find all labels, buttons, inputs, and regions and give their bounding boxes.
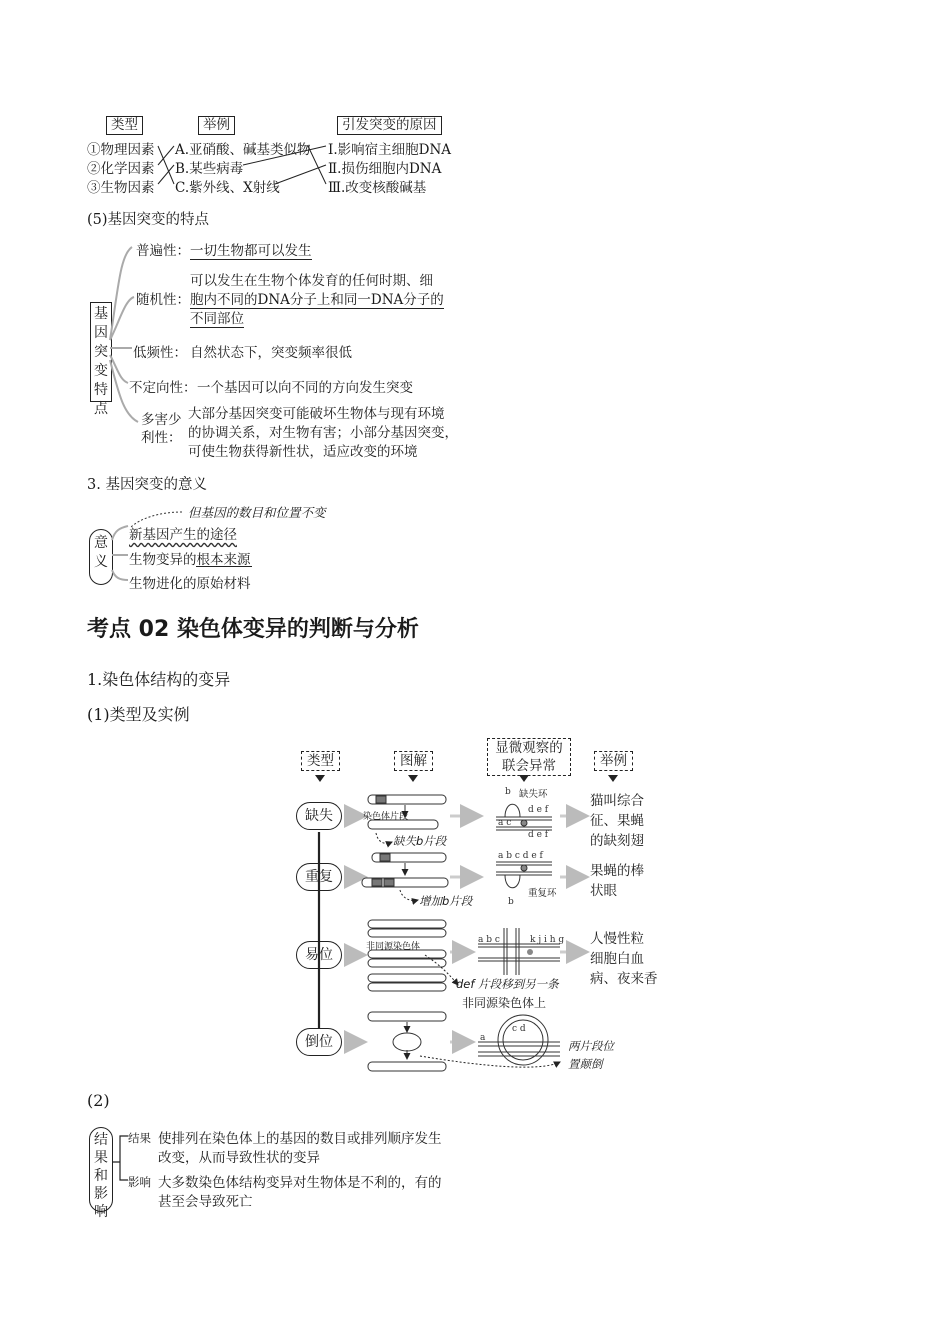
example-line: 人慢性粒: [590, 931, 644, 947]
example-line: 的缺刻翅: [590, 833, 644, 849]
subsection-heading: (1)类型及实例: [87, 705, 190, 724]
translocation-note: def 片段移到另一条: [456, 977, 559, 991]
factor-type: ①物理因素: [87, 142, 155, 158]
col-header-diagram: 图解: [394, 751, 433, 771]
result-text: 大多数染色体结构变异对生物体是不利的，有的: [158, 1175, 442, 1191]
example-line: 征、果蝇: [590, 813, 644, 829]
row-type-inversion: 倒位: [296, 1028, 342, 1056]
example-line: 果蝇的棒: [590, 863, 644, 879]
svg-text:a b c: a b c: [478, 935, 500, 945]
svg-text:d e f: d e f: [528, 805, 549, 815]
row-example-duplication: [590, 861, 644, 901]
feature-label: 普遍性：: [136, 243, 190, 259]
feature-text: 的协调关系，对生物有害；小部分基因突变，: [188, 425, 458, 441]
features-center-label: 基因突变特点: [90, 302, 112, 402]
result-text: 使排列在染色体上的基因的数目或排列顺序发生: [158, 1131, 442, 1147]
svg-text:k j i h g: k j i h g: [530, 935, 565, 945]
col-header-pairing-line: 显微观察的: [495, 740, 563, 756]
result-center-label: 结果和影响: [89, 1127, 113, 1212]
svg-text:b: b: [508, 897, 514, 907]
feature-label: 不定向性：: [129, 380, 197, 396]
result-label: 结果: [128, 1131, 151, 1145]
feature-label: 多害少: [141, 412, 182, 428]
factor-cause: Ⅰ.影响宿主细胞DNA: [328, 142, 452, 158]
result-heading: (2): [87, 1091, 110, 1110]
deletion-loop-label: 缺失环: [519, 789, 548, 800]
svg-text:c d: c d: [512, 1024, 526, 1034]
inversion-note: 两片段位: [568, 1039, 614, 1053]
duplication-note: 增加b片段: [419, 894, 473, 908]
svg-text:a c: a c: [498, 818, 512, 828]
feature-text: 一切生物都可以发生: [190, 239, 312, 260]
translocation-note: 非同源染色体上: [462, 996, 547, 1010]
features-heading: (5)基因突变的特点: [87, 212, 210, 228]
significance-item: 生物变异的根本来源: [129, 552, 251, 568]
feature-text: 胞内不同的DNA分子上和同一DNA分子的: [190, 288, 444, 309]
col-header-type: 类型: [301, 751, 340, 771]
subsection-heading: 1.染色体结构的变异: [87, 670, 231, 689]
deletion-note: 缺失b片段: [393, 834, 447, 848]
feature-label: 低频性：: [133, 345, 187, 361]
feature-text: 自然状态下，突变频率很低: [190, 345, 352, 361]
row-type-translocation: 易位: [296, 941, 342, 969]
factor-cause: Ⅲ.改变核酸碱基: [328, 180, 427, 196]
factors-header-type: 类型: [106, 116, 143, 135]
significance-item: 生物进化的原始材料: [129, 576, 251, 592]
feature-text: 可使生物获得新性状，适应改变的环境: [188, 444, 418, 460]
feature-text: 一个基因可以向不同的方向发生突变: [197, 380, 413, 396]
factors-header-example: 举例: [198, 116, 235, 135]
significance-note: 但基因的数目和位置不变: [188, 505, 326, 520]
feature-text: 大部分基因突变可能破坏生物体与现有环境: [188, 406, 445, 422]
col-header-example: 举例: [594, 751, 633, 771]
factor-example: B.某些病毒: [175, 161, 244, 177]
factor-example: A.亚硝酸、碱基类似物: [175, 142, 311, 158]
example-line: 病、夜来香: [590, 971, 658, 987]
factors-header-cause: 引发突变的原因: [337, 116, 442, 135]
duplication-loop-label: 重复环: [528, 888, 557, 899]
segment-label: 染色体片段: [363, 812, 409, 822]
svg-text:b: b: [505, 787, 511, 797]
example-line: 状眼: [590, 883, 617, 899]
example-line: 猫叫综合: [590, 793, 644, 809]
row-example-translocation: [590, 929, 658, 989]
translocation-label: 非同源染色体: [366, 942, 421, 952]
row-example-deletion: [590, 791, 644, 851]
feature-text: 可以发生在生物个体发育的任何时期、细: [190, 273, 433, 289]
inversion-note: 置颠倒: [568, 1057, 603, 1071]
result-text: 改变，从而导致性状的变异: [158, 1150, 320, 1166]
svg-text:a: a: [480, 1033, 486, 1043]
significance-center-label: 意义: [89, 529, 113, 585]
row-type-deletion: 缺失: [296, 802, 342, 830]
svg-text:a b c d e f: a b c d e f: [498, 851, 543, 861]
factor-type: ③生物因素: [87, 180, 155, 196]
feature-text: 不同部位: [190, 307, 244, 328]
significance-heading: 3. 基因突变的意义: [87, 477, 207, 493]
row-type-duplication: 重复: [296, 863, 342, 891]
factor-cause: Ⅱ.损伤细胞内DNA: [328, 161, 442, 177]
col-header-pairing-line: 联会异常: [502, 758, 556, 774]
section-title: 考点 02 染色体变异的判断与分析: [87, 617, 419, 642]
significance-item: 新基因产生的途径: [129, 527, 237, 543]
factor-example: C.紫外线、X射线: [175, 180, 280, 196]
result-text: 甚至会导致死亡: [158, 1194, 253, 1210]
feature-label: 利性：: [141, 430, 182, 446]
result-label: 影响: [128, 1175, 151, 1189]
feature-label: 随机性：: [136, 292, 190, 308]
factor-type: ②化学因素: [87, 161, 155, 177]
svg-text:d e f: d e f: [528, 830, 549, 840]
example-line: 细胞白血: [590, 951, 644, 967]
